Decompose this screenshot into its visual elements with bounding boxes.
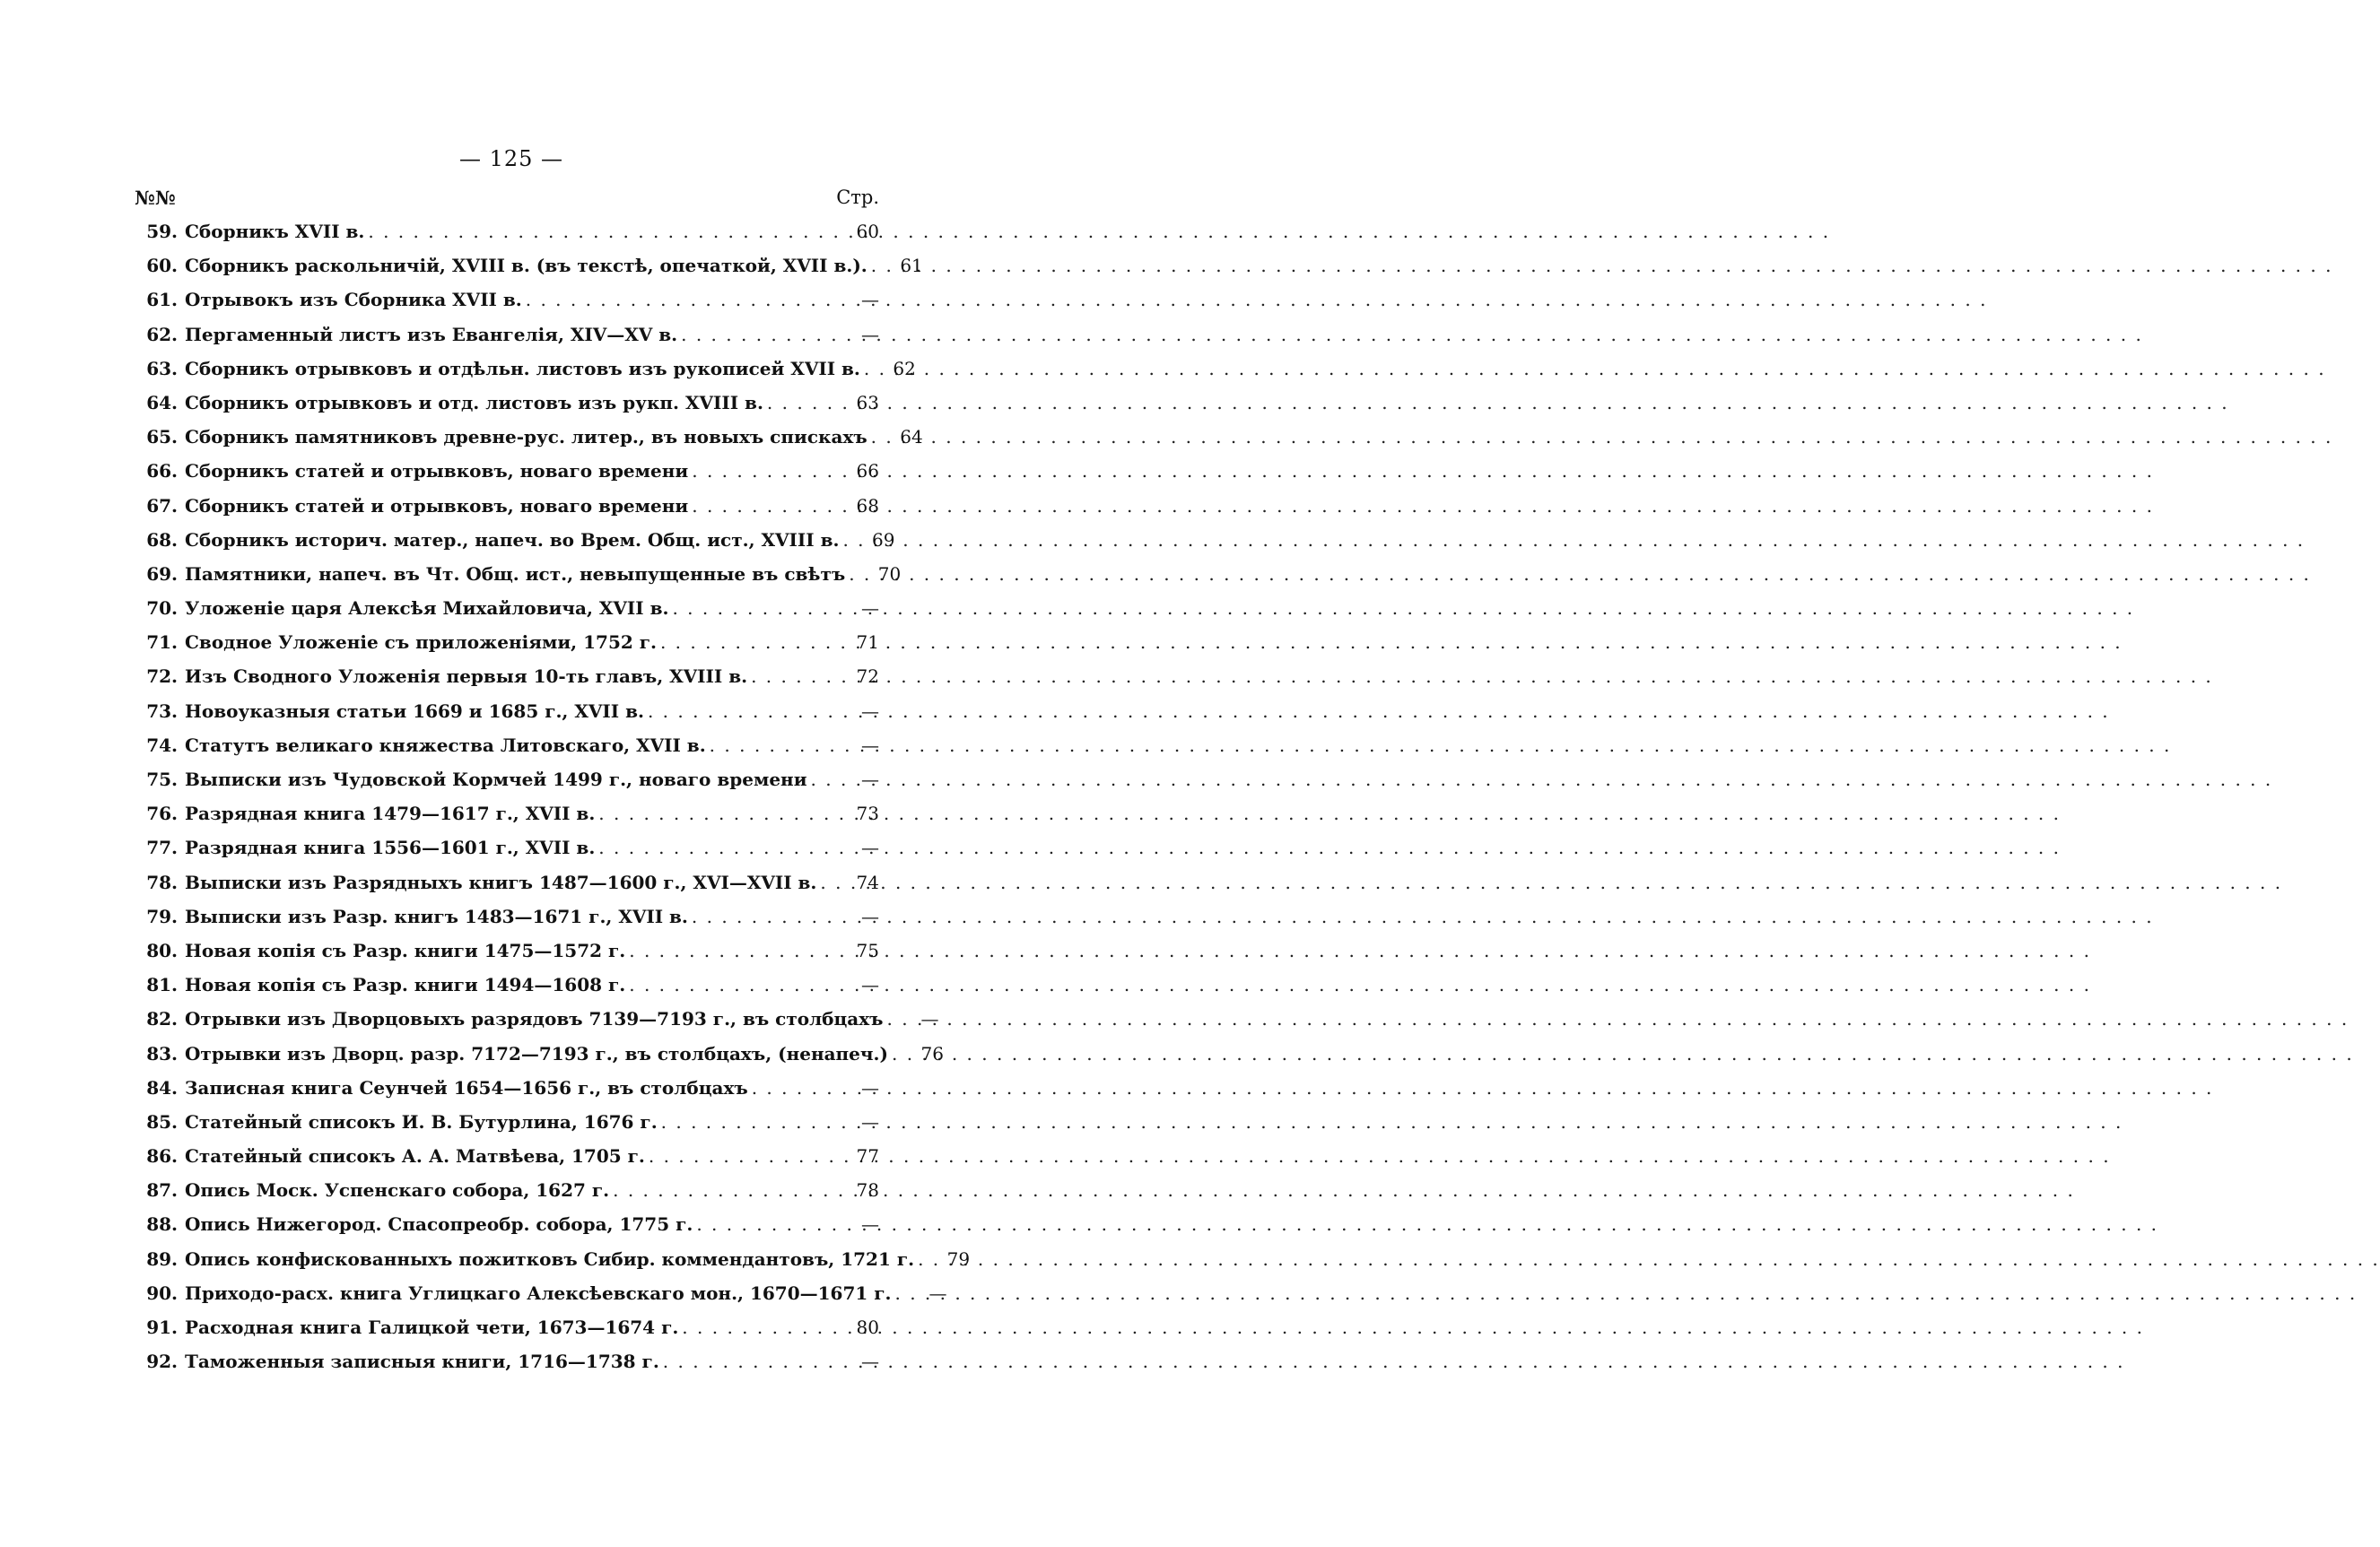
toc-entry xyxy=(135,221,879,255)
entry-title: Выписки изъ Разрядныхъ книгъ 1487—1600 г., XVI—XVII в. xyxy=(185,871,817,893)
toc-entry xyxy=(135,324,879,358)
entry-title: Уложеніе царя Алексѣя Михайловича, XVII в. xyxy=(185,597,669,620)
entry-title: Сборникъ памятниковъ древне-рус. литер., въ новыхъ спискахъ xyxy=(185,426,867,448)
dot-leader xyxy=(820,872,836,893)
toc-entry xyxy=(135,289,879,323)
entry-number: 72. xyxy=(146,665,178,688)
dot-leader xyxy=(660,631,836,653)
entry-page: 79 xyxy=(946,1247,971,1270)
toc-entry xyxy=(135,528,895,563)
entry-page: 63 xyxy=(856,391,879,413)
entry-title: Статейный списокъ А. А. Матвѣева, 1705 г. xyxy=(185,1145,645,1168)
entry-title: Опись Моск. Успенскаго собора, 1627 г. xyxy=(185,1179,610,1202)
toc-entry xyxy=(135,734,879,769)
dot-leader xyxy=(811,769,836,790)
entry-page: 68 xyxy=(856,494,879,517)
entry-page: — xyxy=(861,837,879,859)
entry-page: — xyxy=(928,1282,947,1304)
entry-title: Таможенныя записныя книги, 1716—1738 г. xyxy=(185,1351,659,1373)
dot-leader xyxy=(648,700,836,722)
entry-number: 88. xyxy=(146,1213,178,1236)
entry-number: 63. xyxy=(146,357,178,379)
entry-title: Отрывки изъ Дворц. разр. 7172—7193 г., въ столбцахъ, (ненапеч.) xyxy=(185,1042,888,1065)
toc-entry xyxy=(135,1351,879,1385)
entry-number: 92. xyxy=(146,1351,178,1373)
entry-title: Статейный списокъ И. В. Бутурлина, 1676 г. xyxy=(185,1110,658,1133)
entry-page: 78 xyxy=(856,1179,879,1202)
dot-leader xyxy=(864,358,873,379)
dot-leader xyxy=(894,1282,903,1304)
entry-number: 91. xyxy=(146,1317,178,1338)
toc-entry xyxy=(135,665,879,700)
page-column-header: Стр. xyxy=(836,187,879,208)
toc-entry xyxy=(135,940,879,974)
entry-title: Пергаменный листъ изъ Евангелія, XIV—XV в. xyxy=(185,323,678,345)
entry-page: 73 xyxy=(856,803,879,825)
dot-leader xyxy=(598,803,836,824)
entry-title: Сборникъ статей и отрывковъ, новаго времени xyxy=(185,494,689,517)
entry-page: — xyxy=(920,1008,939,1030)
dot-leader xyxy=(661,1111,836,1133)
entry-page: 64 xyxy=(900,426,923,448)
entry-title: Отрывки изъ Дворцовыхъ разрядовъ 7139—7193 г., въ столбцахъ xyxy=(185,1008,884,1030)
entry-page: — xyxy=(861,974,879,996)
entry-title: Новая копія съ Разр. книги 1475—1572 г. xyxy=(185,939,626,961)
page xyxy=(0,0,1023,1547)
toc-entry xyxy=(135,392,879,426)
entry-page: 76 xyxy=(920,1042,944,1065)
entry-title: Сборникъ раскольничій, XVIII в. (въ текстѣ, опечаткой, XVII в.). xyxy=(185,255,867,277)
entry-title: Сборникъ XVII в. xyxy=(185,221,365,242)
dot-leader xyxy=(692,495,836,517)
entry-page: 69 xyxy=(871,528,895,551)
entry-title: Новоуказныя статьи 1669 и 1685 г., XVII в. xyxy=(185,700,644,722)
dot-leader xyxy=(692,906,836,927)
entry-page: 71 xyxy=(856,631,879,654)
entry-page: — xyxy=(861,769,879,790)
dot-leader xyxy=(672,597,836,619)
entry-number: 87. xyxy=(146,1179,178,1202)
entry-title: Выписки изъ Разр. книгъ 1483—1671 г., XVII в. xyxy=(185,905,688,927)
dot-leader xyxy=(892,1043,901,1065)
entry-title: Сборникъ статей и отрывковъ, новаго времени xyxy=(185,460,689,482)
entry-number: 70. xyxy=(146,597,178,620)
entry-page: — xyxy=(861,597,879,620)
entry-page: 66 xyxy=(856,460,879,482)
entry-number: 90. xyxy=(146,1282,178,1304)
toc-entry xyxy=(135,1111,879,1145)
entry-number: 66. xyxy=(146,460,178,482)
dot-leader xyxy=(751,665,836,687)
entry-number: 75. xyxy=(146,769,178,790)
dot-leader xyxy=(368,221,836,242)
toc-entry xyxy=(135,872,879,906)
entry-title: Сборникъ отрывковъ и отд. листовъ изъ рукп. XVIII в. xyxy=(185,391,763,413)
entry-number: 86. xyxy=(146,1145,178,1168)
entry-number: 89. xyxy=(146,1247,178,1270)
dot-leader xyxy=(629,940,836,961)
entry-title: Статутъ великаго княжества Литовскаго, XVII в. xyxy=(185,734,706,756)
entry-title: Опись Нижегород. Спасопреобр. собора, 1775 г. xyxy=(185,1213,693,1236)
toc-entry xyxy=(135,562,902,597)
entry-title: Новая копія съ Разр. книги 1494—1608 г. xyxy=(185,974,626,996)
entry-page: — xyxy=(861,1076,879,1099)
entry-page: — xyxy=(861,734,879,756)
number-column-header: №№ xyxy=(135,187,176,209)
entry-page: 74 xyxy=(856,871,879,893)
entry-number: 85. xyxy=(146,1110,178,1133)
entry-title: Сводное Уложеніе съ приложеніями, 1752 г. xyxy=(185,631,657,654)
entry-number: 65. xyxy=(146,426,178,448)
toc-entry xyxy=(135,1077,879,1111)
toc-entry xyxy=(135,1317,879,1351)
entry-number: 83. xyxy=(146,1042,178,1065)
toc-entry xyxy=(135,426,923,460)
entry-number: 78. xyxy=(146,871,178,893)
entry-page: — xyxy=(861,1213,879,1236)
toc-entry xyxy=(135,1145,879,1179)
entry-number: 71. xyxy=(146,631,178,654)
entry-title: Разрядная книга 1556—1601 г., XVII в. xyxy=(185,837,596,859)
entry-page: 80 xyxy=(856,1317,879,1338)
entry-title: Памятники, напеч. въ Чт. Общ. ист., невыпущенные въ свѣтъ xyxy=(185,562,846,585)
entry-number: 61. xyxy=(146,289,178,311)
entry-page: — xyxy=(861,700,879,722)
entry-title: Сборникъ историч. матер., напеч. во Врем. Общ. ист., XVIII в. xyxy=(185,528,840,551)
toc-entry xyxy=(135,1179,879,1213)
entry-title: Изъ Сводного Уложенія первыя 10-ть главъ, XVIII в. xyxy=(185,665,748,688)
toc-entry xyxy=(135,495,879,529)
toc-entry xyxy=(135,255,923,289)
dot-leader xyxy=(871,255,880,276)
entry-number: 82. xyxy=(146,1008,178,1030)
dot-leader xyxy=(710,734,836,756)
entry-page: 60 xyxy=(856,221,879,242)
toc-entry xyxy=(135,597,879,631)
table-of-contents xyxy=(135,221,971,1385)
entry-page: — xyxy=(861,323,879,345)
toc-entry xyxy=(135,1247,971,1282)
entry-number: 77. xyxy=(146,837,178,859)
dot-leader xyxy=(692,460,836,482)
entry-page: — xyxy=(861,289,879,311)
dot-leader xyxy=(752,1077,836,1099)
entry-number: 73. xyxy=(146,700,178,722)
dot-leader xyxy=(649,1145,836,1167)
toc-entry xyxy=(135,803,879,837)
dot-leader xyxy=(842,529,851,551)
entry-page: 75 xyxy=(856,939,879,961)
dot-leader xyxy=(767,392,836,413)
entry-page: 77 xyxy=(856,1145,879,1168)
entry-page: — xyxy=(861,1351,879,1373)
toc-entry xyxy=(135,769,879,803)
toc-entry xyxy=(135,974,879,1008)
entry-number: 67. xyxy=(146,494,178,517)
entry-page: 70 xyxy=(877,562,902,585)
entry-number: 68. xyxy=(146,528,178,551)
entry-title: Опись конфискованныхъ пожитковъ Сибир. коммендантовъ, 1721 г. xyxy=(185,1247,915,1270)
entry-number: 62. xyxy=(146,323,178,345)
toc-entry xyxy=(135,1213,879,1247)
toc-entry xyxy=(135,837,879,871)
dot-leader xyxy=(629,974,836,995)
dot-leader xyxy=(598,837,836,858)
dot-leader xyxy=(887,1008,896,1030)
entry-title: Выписки изъ Чудовской Кормчей 1499 г., новаго времени xyxy=(185,769,807,790)
toc-entry xyxy=(135,631,879,665)
entry-page: 72 xyxy=(856,665,879,688)
dot-leader xyxy=(526,289,836,310)
toc-header xyxy=(135,187,879,213)
entry-number: 74. xyxy=(146,734,178,756)
entry-title: Отрывокъ изъ Сборника XVII в. xyxy=(185,289,522,311)
entry-number: 81. xyxy=(146,974,178,996)
dot-leader xyxy=(663,1351,836,1372)
entry-number: 76. xyxy=(146,803,178,825)
entry-number: 59. xyxy=(146,221,178,242)
entry-title: Сборникъ отрывковъ и отдѣльн. листовъ изъ рукописей XVII в. xyxy=(185,357,860,379)
toc-entry xyxy=(135,1042,944,1077)
entry-title: Приходо-расх. книга Углицкаго Алексѣевскаго мон., 1670—1671 г. xyxy=(185,1282,892,1304)
entry-title: Записная книга Сеунчей 1654—1656 г., въ столбцахъ xyxy=(185,1076,748,1099)
dot-leader xyxy=(681,324,836,345)
entry-number: 79. xyxy=(146,905,178,927)
entry-number: 84. xyxy=(146,1076,178,1099)
entry-title: Разрядная книга 1479—1617 г., XVII в. xyxy=(185,803,596,825)
toc-entry xyxy=(135,1282,947,1317)
entry-page: 61 xyxy=(900,255,923,277)
dot-leader xyxy=(918,1248,927,1270)
dot-leader xyxy=(682,1317,836,1338)
entry-page: — xyxy=(861,1110,879,1133)
dot-leader xyxy=(696,1213,836,1235)
toc-entry xyxy=(135,357,916,392)
toc-entry xyxy=(135,700,879,734)
entry-title: Расходная книга Галицкой чети, 1673—1674 г. xyxy=(185,1317,679,1338)
toc-entry xyxy=(135,1008,939,1042)
toc-entry xyxy=(135,460,879,494)
entry-number: 80. xyxy=(146,939,178,961)
entry-page: — xyxy=(861,905,879,927)
entry-number: 60. xyxy=(146,255,178,277)
entry-number: 64. xyxy=(146,391,178,413)
dot-leader xyxy=(613,1179,836,1201)
toc-entry xyxy=(135,906,879,940)
dot-leader xyxy=(871,426,880,448)
entry-page: 62 xyxy=(893,357,916,379)
entry-number: 69. xyxy=(146,562,178,585)
page-number: — 125 — xyxy=(458,146,564,171)
dot-leader xyxy=(849,563,858,585)
